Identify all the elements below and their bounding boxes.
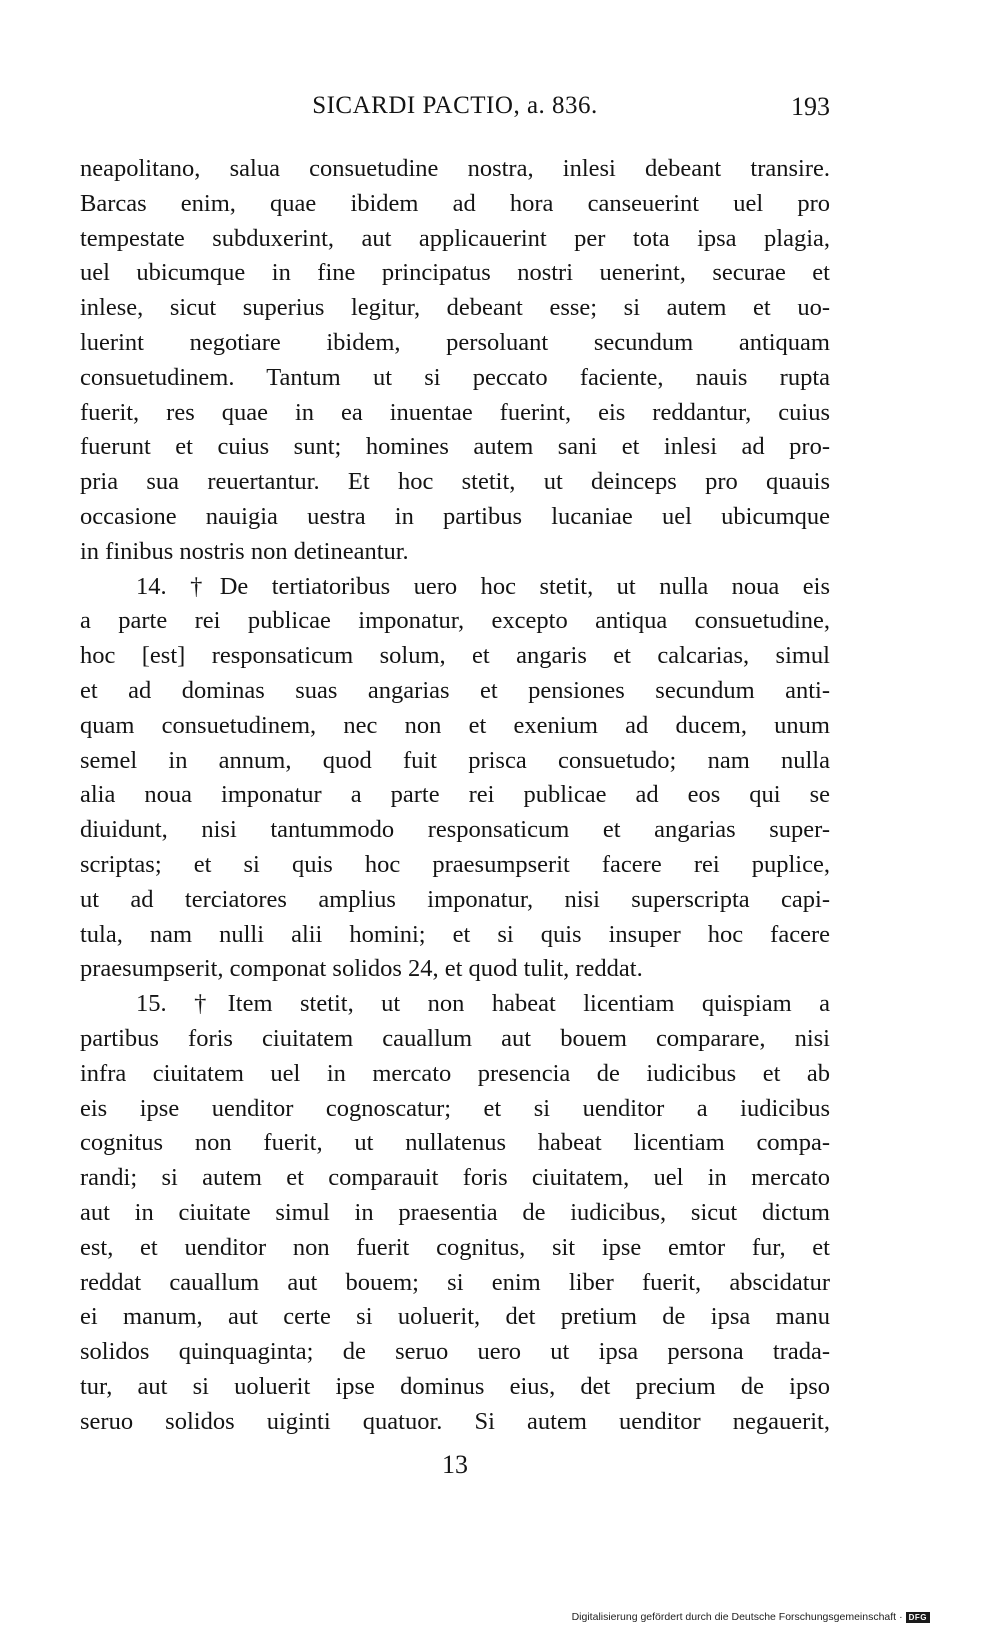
text-line: neapolitano, salua consuetudine nostra, inlesi debeant transire. [80, 155, 830, 182]
text-line: eis ipse uenditor cognoscatur; et si uenditor a iudicibus [80, 1094, 830, 1122]
text-line: et ad dominas suas angarias et pensiones secundum anti- [80, 676, 830, 704]
text-line: aut in ciuitate simul in praesentia de iudicibus, sicut dictum [80, 1198, 830, 1226]
text-line: a parte rei publicae imponatur, excepto antiqua consuetudine, [80, 607, 830, 635]
text-line: diuidunt, nisi tantummodo responsaticum et angarias super- [80, 816, 830, 844]
text-line: inlese, sicut superius legitur, debeant esse; si autem et uo- [80, 294, 830, 322]
text-line: fuerunt et cuius sunt; homines autem sani et inlesi ad pro- [80, 433, 830, 461]
text-line: alia noua imponatur a parte rei publicae ad eos qui se [80, 781, 830, 809]
text-line: reddat cauallum aut bouem; si enim liber fuerit, abscidatur [80, 1268, 830, 1296]
text-line: tempestate subduxerint, aut applicauerint per tota ipsa plagia, [80, 224, 830, 252]
text-line: tur, aut si uoluerit ipse dominus eius, det precium de ipso [80, 1372, 830, 1400]
text-line: infra ciuitatem uel in mercato presencia de iudicibus et ab [80, 1059, 830, 1087]
text-line: ut ad terciatores amplius imponatur, nisi superscripta capi- [80, 885, 830, 913]
text-line: occasione nauigia uestra in partibus lucaniae uel ubicumque [80, 502, 830, 530]
text-line: randi; si autem et comparauit foris ciuitatem, uel in mercato [80, 1164, 830, 1192]
footer-credit: Digitalisierung gefördert durch die Deutsche Forschungsgemeinschaft · DFG [572, 1611, 930, 1623]
text-line: uel ubicumque in fine principatus nostri uenerint, securae et [80, 259, 830, 287]
dfg-logo: DFG [906, 1612, 930, 1623]
text-line: solidos quinquaginta; de seruo uero ut ipsa persona trada- [80, 1338, 830, 1366]
text-line: partibus foris ciuitatem cauallum aut bouem comparare, nisi [80, 1024, 830, 1052]
text-line: consuetudinem. Tantum ut si peccato faciente, nauis rupta [80, 363, 830, 391]
text-line: quam consuetudinem, nec non et exenium ad ducem, unum [80, 711, 830, 739]
text-line: cognitus non fuerit, ut nullatenus habeat licentiam compa- [80, 1129, 830, 1157]
paragraph-start-15: 15. †Item stetit, ut non habeat licentiam quispiam a [136, 990, 830, 1018]
page-number: 193 [791, 92, 830, 121]
footer-credit-text: Digitalisierung gefördert durch die Deutsche Forschungsgemeinschaft [571, 1611, 897, 1623]
body-text [80, 152, 830, 1439]
text-line: hoc [est] responsaticum solum, et angaris et calcarias, simul [80, 642, 830, 670]
text-line: praesumpserit, componat solidos 24, et quod tulit, reddat. [80, 955, 643, 983]
signature-mark: 13 [442, 1450, 468, 1479]
running-title: SICARDI PACTIO, a. 836. [312, 92, 598, 119]
text-line: fuerit, res quae in ea inuentae fuerint, eis reddantur, cuius [80, 398, 830, 426]
page-header [80, 88, 830, 128]
text-line: Barcas enim, quae ibidem ad hora canseuerint uel pro [80, 189, 830, 217]
text-line: ei manum, aut certe si uoluerit, det pretium de ipsa manu [80, 1303, 830, 1331]
text-line: scriptas; et si quis hoc praesumpserit facere rei puplice, [80, 850, 830, 878]
text-line: seruo solidos uiginti quatuor. Si autem uenditor negauerit, [80, 1407, 830, 1435]
text-line: semel in annum, quod fuit prisca consuetudo; nam nulla [80, 746, 830, 774]
text-line: est, et uenditor non fuerit cognitus, sit ipse emtor fur, et [80, 1233, 830, 1261]
text-line: tula, nam nulli alii homini; et si quis insuper hoc facere [80, 920, 830, 948]
text-line: pria sua reuertantur. Et hoc stetit, ut deinceps pro quauis [80, 468, 830, 496]
paragraph-start-14: 14. †De tertiatoribus uero hoc stetit, ut nulla noua eis [136, 572, 830, 600]
text-line: luerint negotiare ibidem, persoluant secundum antiquam [80, 328, 830, 356]
text-line: in finibus nostris non detineantur. [80, 537, 409, 565]
